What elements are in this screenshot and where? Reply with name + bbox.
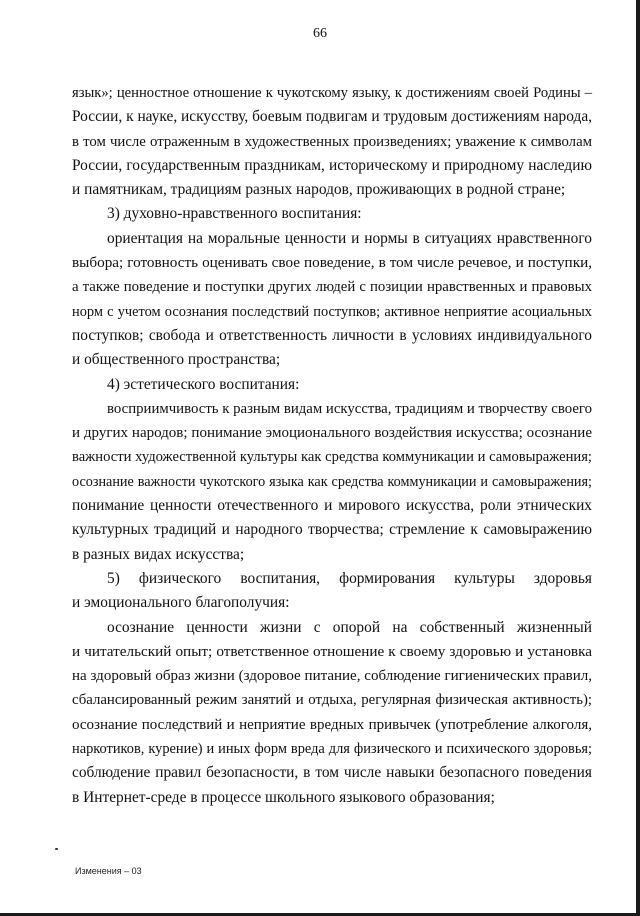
footer-revision: Изменения – 03 <box>75 866 142 876</box>
text-line: а также поведение и поступки других людей с позиции нравственных и правовых <box>72 279 592 296</box>
text-line: и читательский опыт; ответственное отношение к своему здоровью и установка <box>72 642 592 660</box>
text-line: выбора; готовность оценивать свое поведение, в том числе речевое, и поступки, <box>72 254 592 272</box>
text-line: в Интернет-среде в процессе школьного языкового образования; <box>72 788 495 806</box>
document-body <box>72 81 592 810</box>
text-line: поступков; свобода и ответственность личности в условиях индивидуального <box>72 326 592 344</box>
text-line: осознание ценности жизни с опорой на собственный жизненный <box>107 618 592 636</box>
text-line: наркотиков, курение) и иных форм вреда для физического и психического здоровья; <box>72 741 592 758</box>
text-line: восприимчивость к разным видам искусства, традициям и творчеству своего <box>107 400 592 417</box>
text-line: соблюдение правил безопасности, в том числе навыки безопасного поведения <box>72 764 592 782</box>
text-line: культурных традиций и народного творчества; стремление к самовыражению <box>72 521 592 539</box>
text-line: язык»; ценностное отношение к чукотскому языку, к достижениям своей Родины – <box>72 85 592 101</box>
text-line: на здоровый образ жизни (здоровое питание, соблюдение гигиенических правил, <box>72 668 592 685</box>
text-line: важности художественной культуры как средства коммуникации и самовыражения; <box>72 449 592 466</box>
text-line: и общественного пространства; <box>72 351 281 369</box>
text-line: норм с учетом осознания последствий поступков; активное неприятие асоциальных <box>72 303 592 320</box>
text-line: и других народов; понимание эмоционального воздействия искусства; осознание <box>72 425 592 442</box>
text-line: 4) эстетического воспитания: <box>107 375 300 393</box>
text-line: и памятникам, традициям разных народов, проживающих в родной стране; <box>72 181 566 199</box>
text-line: 5) физического воспитания, формирования культуры здоровья <box>107 569 592 587</box>
text-line: и эмоционального благополучия: <box>72 594 290 612</box>
text-line: осознание последствий и неприятие вредных привычек (употребление алкоголя, <box>72 716 592 733</box>
text-line: в разных видах искусства; <box>72 545 245 563</box>
text-line: России, государственным праздникам, историческому и природному наследию <box>72 156 592 174</box>
text-line: осознание важности чукотского языка как средства коммуникации и самовыражения; <box>72 473 592 490</box>
scan-speck <box>55 848 58 850</box>
text-line: России, к науке, искусству, боевым подвигам и трудовым достижениям народа, <box>72 108 592 126</box>
page-number: 66 <box>313 26 327 41</box>
text-line: 3) духовно-нравственного воспитания: <box>107 205 362 223</box>
text-line: понимание ценности отечественного и мирового искусства, роли этнических <box>72 497 592 515</box>
page-right-edge <box>636 0 640 916</box>
text-line: в том числе отраженным в художественных произведениях; уважение к символам <box>72 133 592 150</box>
text-line: ориентация на моральные ценности и нормы в ситуациях нравственного <box>107 229 592 247</box>
text-line: сбалансированный режим занятий и отдыха, регулярная физическая активность); <box>72 692 592 709</box>
